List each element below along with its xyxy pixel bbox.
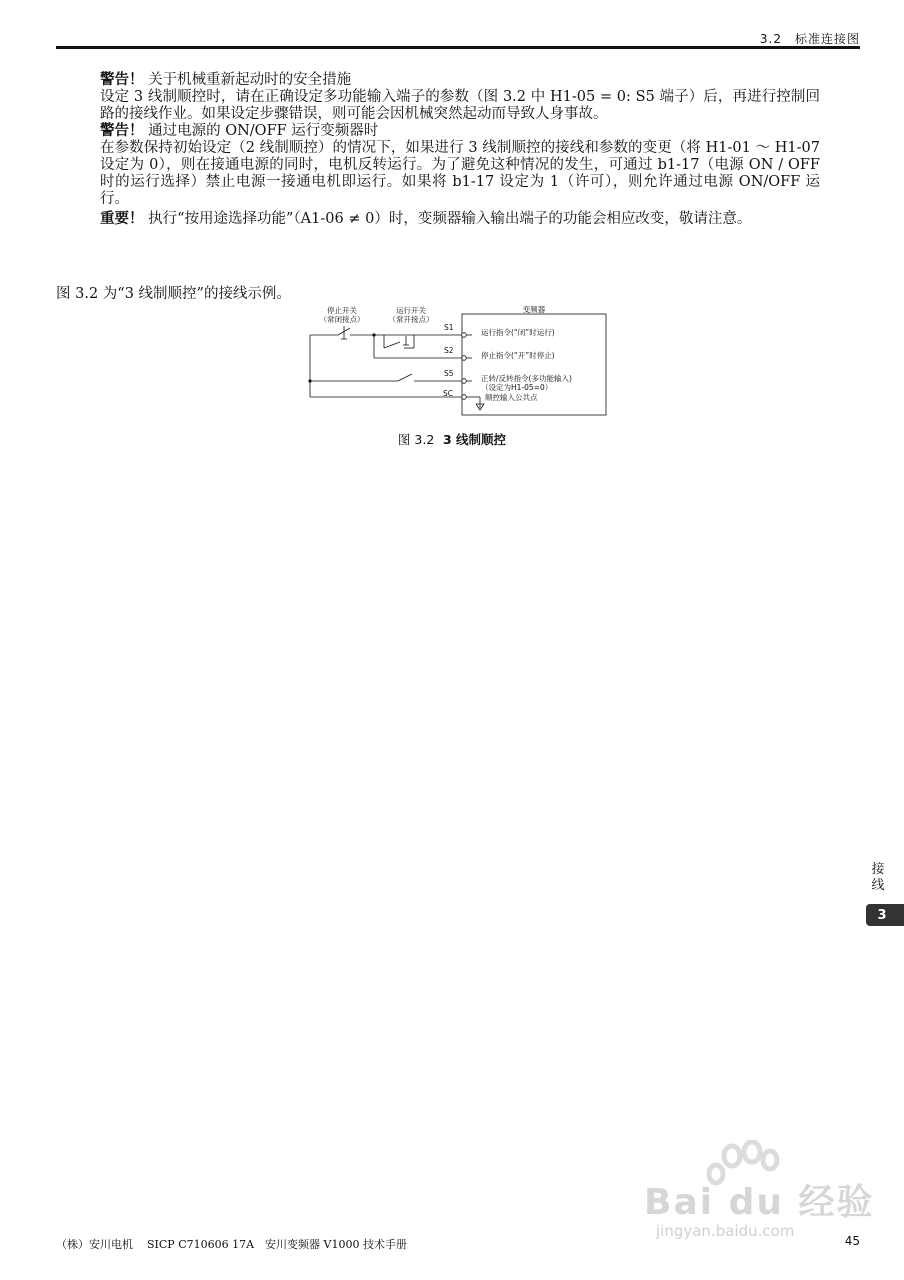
sc-description: 顺控输入公共点 [485,393,538,402]
chapter-tab-label: 接线 [871,862,885,893]
figure-intro: 图 3.2 为“3 线制顺控”的接线示例。 [56,286,291,302]
watermark-brand: Bai du 经验 [644,1182,875,1223]
run-switch-label: 运行开关 （常开接点） [388,306,434,324]
header-rule [56,46,860,49]
figure-caption [0,430,904,448]
page-number: 45 [844,1234,860,1248]
watermark-url: jingyan.baidu.com [656,1222,795,1240]
footer [56,1236,407,1252]
footer-company: （株）安川电机 [56,1238,133,1251]
terminal-s5 [462,379,467,384]
notice-title: 通过电源的 ON/OFF 运行变频器时 [148,123,379,139]
terminal-s1 [462,333,467,338]
notice-warning-restart [100,72,820,123]
s1-description: 运行指令(“闭”时运行) [481,328,555,337]
footer-document: SICP C710606 17A 安川变频器 V1000 技术手册 [147,1238,407,1251]
section-header: 3.2 标准连接图 [759,32,860,46]
wiring-diagram [300,304,616,420]
figure-caption-title: 3 线制顺控 [443,432,507,447]
notice-body: 执行“按用途选择功能”（A1-06 ≠ 0）时，变频器输入输出端子的功能会相应改变，敬请注意。 [148,211,752,227]
s5-description-note: （设定为H1-05=0） [481,383,553,392]
notice-warning-power [100,123,820,208]
figure-caption-number: 图 3.2 [397,432,435,447]
notice-body: 设定 3 线制顺控时，请在正确设定多功能输入端子的参数（图 3.2 中 H1-05 = 0: S5 端子）后，再进行控制回路的接线作业。如果设定步骤错误，则可能会因机械突然起动而导致人身事故。 [100,89,820,122]
terminal-label-s2: S2 [444,346,454,355]
stop-switch-label: 停止开关 （常闭接点） [319,306,365,324]
s2-description: 停止指令(“开”时停止) [481,351,555,360]
notice-label: 警告！ [100,72,144,88]
notice-label: 警告！ [100,123,144,139]
notice-title: 关于机械重新起动时的安全措施 [148,72,352,88]
notice-block [100,72,820,228]
terminal-label-s5: S5 [444,369,454,378]
inverter-label: 变频器 [522,305,546,314]
notice-important [100,211,820,228]
s5-description: 正转/反转指令(多功能输入) [481,374,572,383]
terminal-s2 [462,356,467,361]
notice-label: 重要！ [100,211,144,227]
chapter-number-badge: 3 [866,904,904,926]
terminal-label-s1: S1 [444,323,454,332]
notice-body: 在参数保持初始设定（2 线制顺控）的情况下，如果进行 3 线制顺控的接线和参数的变更（将 H1-01 ～ H1-07 设定为 0），则在接通电源的同时，电机反转运行。为了避免这种情况的发生，可通过 b1-17（电源 ON / OFF 时的运行选择）禁止电源一接通电机即运行。如果将 b1-17 设定为 1（许可），则允许通过电源 ON/OFF 运行。 [100,140,820,207]
terminal-sc [462,395,467,400]
terminal-label-sc: SC [443,389,453,398]
